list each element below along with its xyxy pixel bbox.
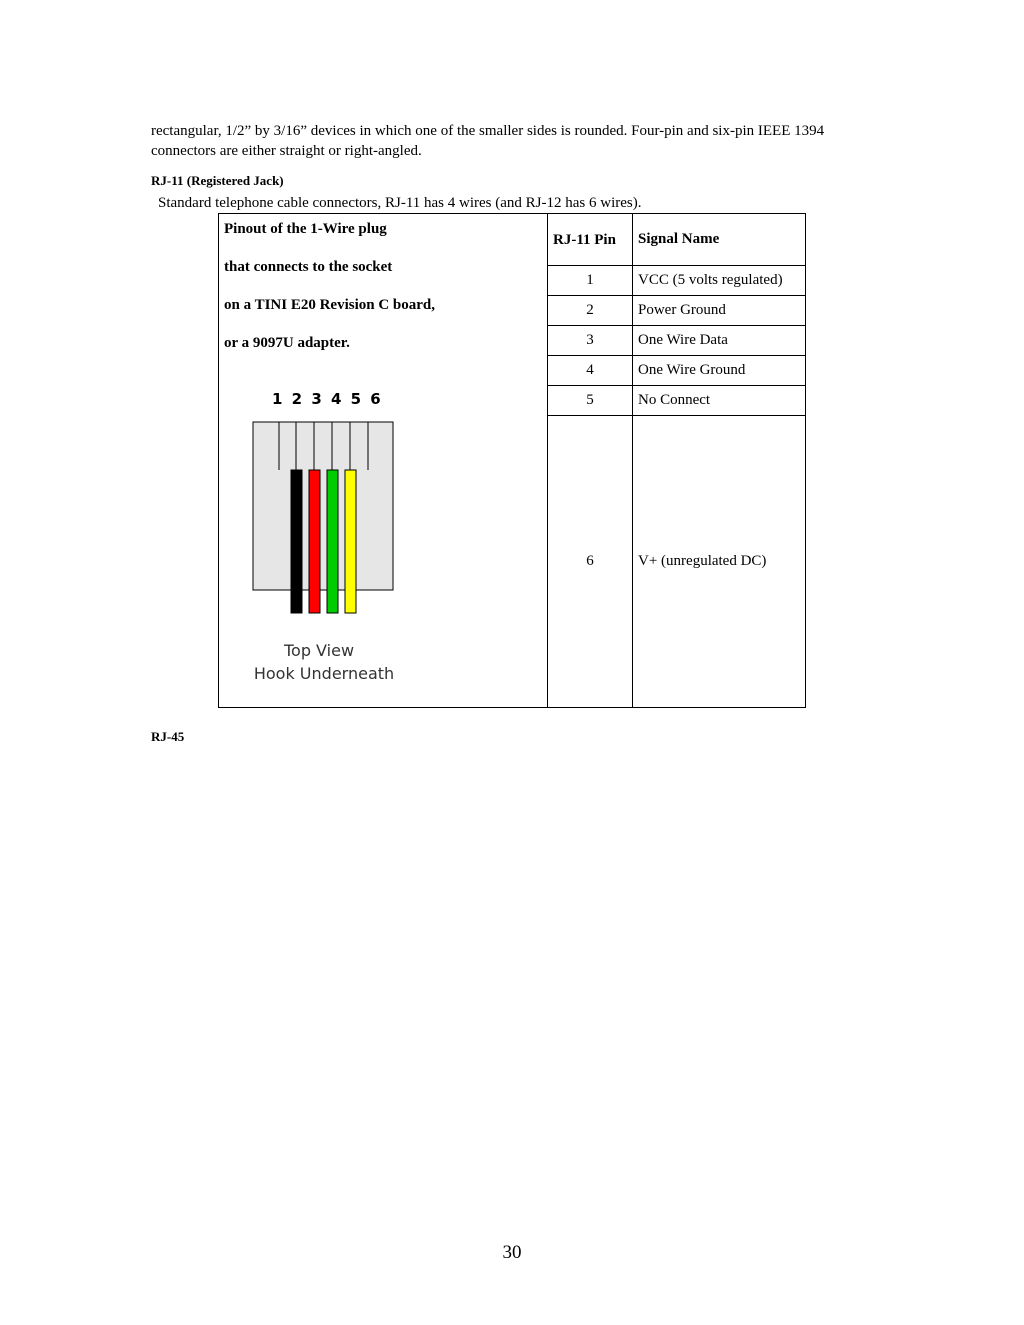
intro-paragraph: rectangular, 1/2” by 3/16” devices in which one of the smaller sides is rounded. Four-pin and six-pin IEEE 1394 connectors are either straight or right-angled. [151, 123, 825, 159]
caption-hook-underneath: Hook Underneath [253, 664, 395, 683]
page-number: 30 [502, 1242, 522, 1263]
rj11-pinout-table [218, 213, 806, 708]
caption-top-view: Top View [283, 641, 355, 660]
pin-cell: 2 [548, 296, 633, 326]
pin-cell: 5 [548, 386, 633, 416]
pin-cell: 4 [548, 356, 633, 386]
signal-cell: Power Ground [633, 296, 806, 326]
pinout-line-2: that connects to the socket [224, 259, 393, 275]
header-signal-name: Signal Name [633, 214, 806, 266]
pinout-line-4: or a 9097U adapter. [224, 335, 350, 351]
header-rj11-pin: RJ-11 Pin [548, 214, 633, 266]
pin-cell: 6 [548, 416, 633, 708]
pin-cell: 1 [548, 266, 633, 296]
rj11-title: RJ-11 [151, 173, 184, 188]
pinout-description-cell [219, 214, 548, 708]
rj11-heading [151, 173, 284, 189]
rj11-subtitle: (Registered Jack) [186, 173, 284, 188]
signal-cell: VCC (5 volts regulated) [633, 266, 806, 296]
signal-cell: One Wire Ground [633, 356, 806, 386]
pinout-line-3: on a TINI E20 Revision C board, [224, 297, 436, 313]
signal-cell: One Wire Data [633, 326, 806, 356]
wire-black [291, 470, 302, 613]
pin-cell: 3 [548, 326, 633, 356]
rj11-plug-illustration [224, 366, 542, 696]
signal-cell: No Connect [633, 386, 806, 416]
wire-red [309, 470, 320, 613]
pinout-line-1: Pinout of the 1-Wire plug [224, 221, 387, 237]
wire-yellow [345, 470, 356, 613]
plug-body [253, 422, 393, 590]
signal-cell: V+ (unregulated DC) [633, 416, 806, 708]
pin-numbers-label: 1 2 3 4 5 6 [272, 390, 383, 408]
rj11-description: Standard telephone cable connectors, RJ-11 has 4 wires (and RJ-12 has 6 wires). [158, 195, 642, 211]
plug-diagram [224, 366, 542, 696]
wire-green [327, 470, 338, 613]
rj45-heading: RJ-45 [151, 729, 185, 744]
